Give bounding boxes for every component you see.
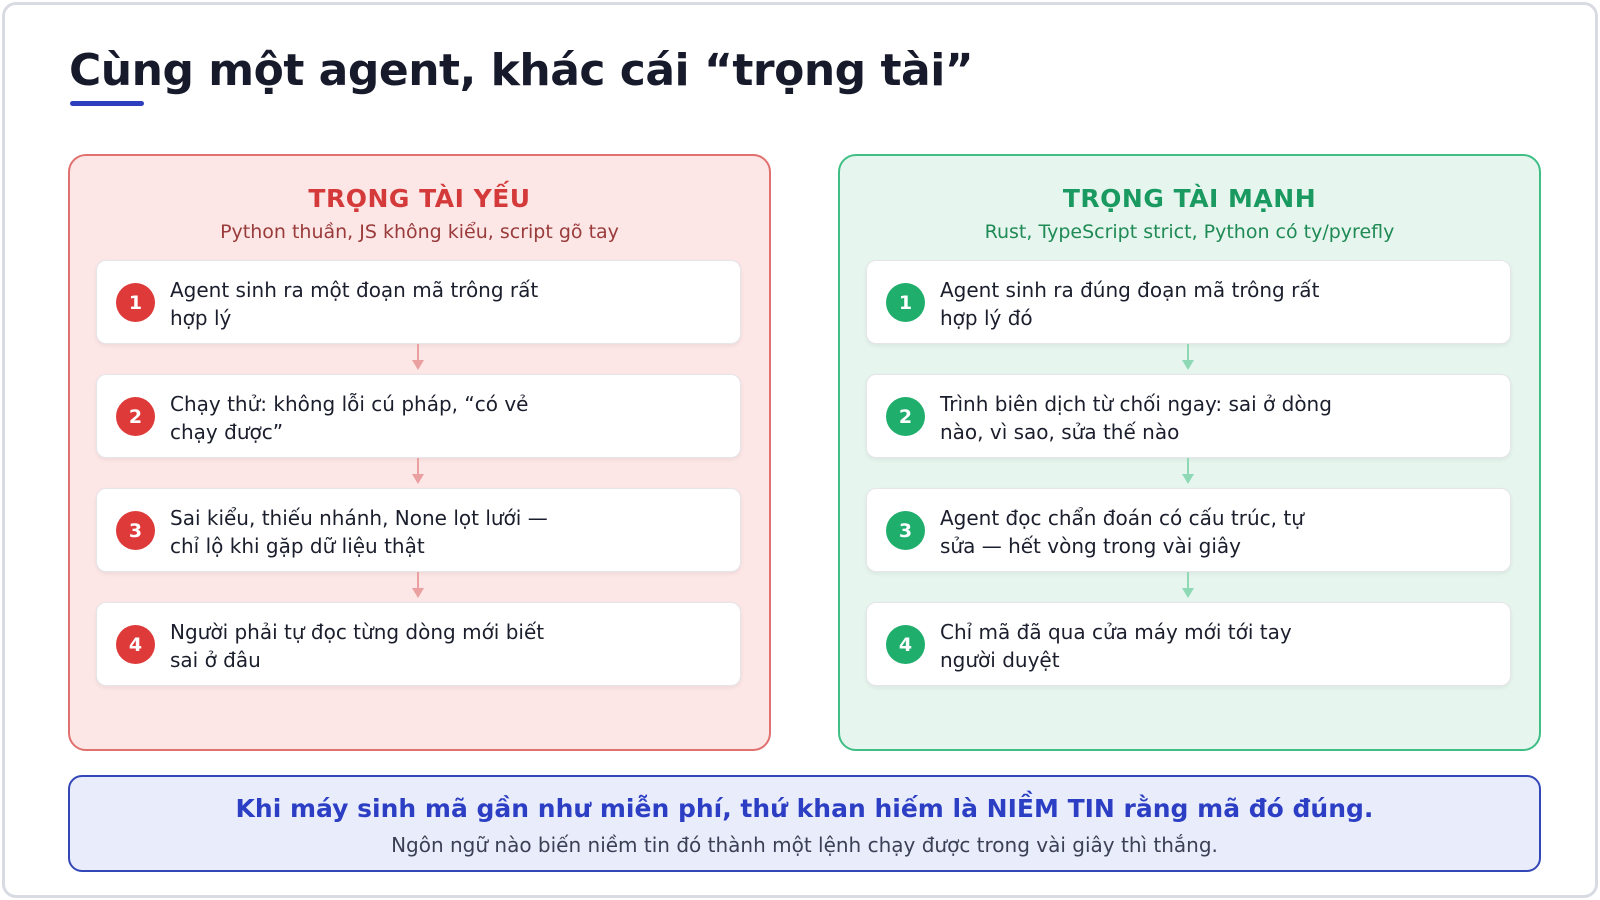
step-text: Sai kiểu, thiếu nhánh, None lọt lưới — chỉ lộ khi gặp dữ liệu thật (170, 506, 548, 558)
step-number-badge: 2 (886, 397, 925, 436)
step-number-badge: 1 (116, 283, 155, 322)
down-arrow-icon (1180, 458, 1196, 486)
strong-panel-title: TRỌNG TÀI MẠNH (1062, 184, 1317, 213)
weak-referee-panel (68, 154, 771, 751)
weak-step-1 (96, 260, 741, 344)
weak-step-3 (96, 488, 741, 572)
down-arrow-icon (1180, 344, 1196, 372)
step-number-badge: 4 (116, 625, 155, 664)
strong-step-1 (866, 260, 1511, 344)
step-number-badge: 4 (886, 625, 925, 664)
strong-panel-subtitle: Rust, TypeScript strict, Python có ty/pyrefly (984, 221, 1395, 243)
step-text: Trình biên dịch từ chối ngay: sai ở dòng nào, vì sao, sửa thế nào (940, 392, 1332, 444)
down-arrow-icon (1180, 572, 1196, 600)
step-text: Agent sinh ra đúng đoạn mã trông rất hợp lý đó (940, 278, 1320, 330)
takeaway-headline: Khi máy sinh mã gần như miễn phí, thứ khan hiếm là NIỀM TIN rằng mã đó đúng. (235, 794, 1374, 823)
step-number-badge: 3 (886, 511, 925, 550)
down-arrow-icon (410, 458, 426, 486)
step-text: Chỉ mã đã qua cửa máy mới tới tay người duyệt (940, 620, 1292, 672)
weak-step-4 (96, 602, 741, 686)
slide-frame (2, 2, 1598, 898)
strong-step-4 (866, 602, 1511, 686)
takeaway-subline: Ngôn ngữ nào biến niềm tin đó thành một lệnh chạy được trong vài giây thì thắng. (391, 833, 1218, 857)
weak-panel-title: TRỌNG TÀI YẾU (308, 184, 531, 213)
strong-step-2 (866, 374, 1511, 458)
step-number-badge: 2 (116, 397, 155, 436)
title-underline (70, 101, 144, 106)
weak-step-2 (96, 374, 741, 458)
takeaway-box (68, 775, 1541, 872)
step-text: Chạy thử: không lỗi cú pháp, “có vẻ chạy được” (170, 392, 529, 444)
down-arrow-icon (410, 572, 426, 600)
down-arrow-icon (410, 344, 426, 372)
step-text: Agent đọc chẩn đoán có cấu trúc, tự sửa — hết vòng trong vài giây (940, 506, 1304, 558)
strong-step-3 (866, 488, 1511, 572)
strong-referee-panel (838, 154, 1541, 751)
step-text: Agent sinh ra một đoạn mã trông rất hợp lý (170, 278, 539, 330)
step-number-badge: 3 (116, 511, 155, 550)
slide-title: Cùng một agent, khác cái “trọng tài” (69, 45, 974, 96)
step-number-badge: 1 (886, 283, 925, 322)
step-text: Người phải tự đọc từng dòng mới biết sai ở đâu (170, 620, 545, 672)
weak-panel-subtitle: Python thuần, JS không kiểu, script gõ tay (220, 221, 619, 243)
